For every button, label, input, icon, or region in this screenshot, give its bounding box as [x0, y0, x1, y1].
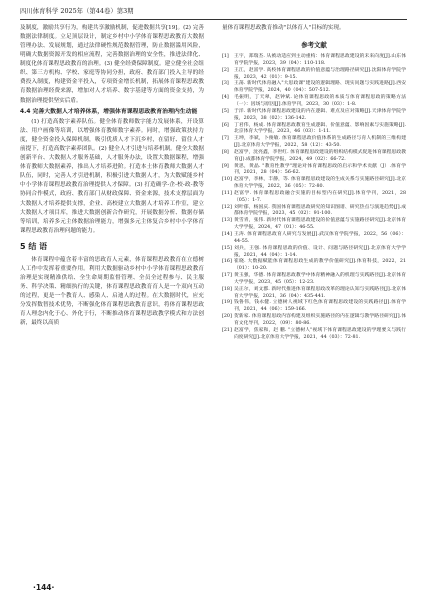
page-number: ·144·: [33, 583, 55, 592]
reference-number: [17]: [222, 273, 232, 279]
reference-number: [6]: [222, 122, 229, 128]
reference-text: 赵富学，李林，丰静，等. 体育课程思政建设的生成关系与实施路径研究[J].北京体育大学学报，2022，36（05）：72-80.: [234, 177, 406, 190]
reference-text: 黄雪青，张伟. 新时代体育课程思政建设的价值意蕴与实施路径研究[J].北京体育大学学报，2024，47（01）：46-55.: [234, 218, 406, 231]
reference-text: 于洋. 新时代体育课程思政建设的内在逻辑、难点及应对策略[J].天津体育学院学报，2023，38（02）：136-142.: [234, 108, 406, 121]
reference-item: [222, 68, 406, 82]
reference-item: [222, 109, 406, 123]
references-heading: 参考文献: [301, 41, 327, 50]
subsection-heading-4-4: 4.4 完善大数据人才培养体系，增强体育课程思政教育治理内生动能: [20, 108, 198, 115]
reference-number: [4]: [222, 95, 229, 101]
reference-text: 毛振明，丁天翠，赵钟斌. 论体育课程思政的本质与体育课程思政的策略方法（一）：因场与原因[J].体育学刊，2023，30（03）：1-8.: [234, 95, 406, 107]
section-heading-conclusion: 5 结 语: [20, 241, 48, 251]
left-column: [20, 24, 204, 328]
journal-header: 四川体育科学 2025年（第44卷）第3期: [20, 7, 134, 15]
reference-text: 黄玉强，华德. 体育课程思政教学中体育精神融入的机理与实践路径[J].北京体育大学学报，2023，45（05）：12-23.: [234, 273, 406, 285]
reference-number: [19]: [222, 300, 232, 306]
reference-number: [20]: [222, 314, 232, 320]
reference-number: [11]: [222, 190, 232, 196]
reference-list: [222, 54, 406, 341]
reference-item: [222, 164, 406, 178]
reference-number: [9]: [222, 163, 229, 169]
reference-text: 王涛. 体育课程思政育人研究与发展[J].武汉体育学院学报，2022，56（06）：44-55.: [234, 232, 406, 244]
reference-number: [5]: [222, 108, 229, 114]
reference-text: 吴正尔，刘文郡. 新时代推进体育课程思政改革的理论认知与实践路径[J].北京体育大学学报，2021，36（04）：435-441.: [234, 286, 406, 299]
reference-item: [222, 259, 406, 273]
reference-text: 黄思，黄晶. "教育性教学"理论对体育课程思政的启示和学术贡献（J）.体育学刊，2021，28（04）：56-62.: [234, 163, 406, 176]
reference-text: 赵富学. 体育课程思政融合实施的目标型内在研究[J].体育学刊，2021，28（05）：1-7.: [234, 190, 406, 203]
reference-item: [222, 328, 406, 342]
body-paragraph: (1) 打造高数字素养队伍。健全体育教师数字能力发展体系，开设算法、用户画像等培训，以增强体育教师数字素养。同时，增强政策扶持力度，健全资金投入保障机制，吸引优质人才下沉乡村，在留好、留住人才前提下，打造高数字素养团队。(2) 健全人才引进与培养机制。健全大数据创新平台、大数据人才服务基础，人才服务办法，设置大数据课程，增强体育教师大数据素养，推出人才培养进阶。打造本土体育教师大数据人才队伍，同时，完善人才引进机制，积极引进大数据人才，为大数赋能乡村中小学体育课程思政教育治理提供人才保障。(3) 打造确学-企-校-政-教等协同合作模式，政府、教育部门从财政保障、资金来源，技术支撑层面为大数据人才培养提供支撑，企业、高校建立大数据人才培养工作室，建立大数据人才项目库，推进大数据创新合作研究，开展数据分析、数据存储等培训，培养多元主体数据治理能力，增强多元主体复合乡村中小学体育课程思政教育治理问题的能力。: [20, 118, 204, 234]
reference-item: [222, 232, 406, 246]
reference-text: 丁君伟，杨成. 体育课程思政教育生成逻辑、价值意蕴、影响因素与实施策略[J].北京体育大学学报，2023，46（03）：1-11.: [234, 122, 406, 135]
reference-text: 王坤，李斌，卜俊敏. 体育课程思政价值体系的生成路径与育人机制的三维构建[J].北京体育大学学报，2022，58（12）：43-50.: [234, 136, 406, 149]
reference-item: [222, 218, 406, 232]
reference-item: [222, 287, 406, 301]
reference-number: [7]: [222, 136, 229, 142]
reference-text: 钱鲁伟，钱永健. 立德树人视域下红色体育课程思政建设的实践路径[J].体育学刊，2021，44（06）：159-166.: [234, 300, 406, 313]
reference-item: [222, 54, 406, 68]
reference-number: [2]: [222, 67, 229, 73]
body-paragraph: 体育课程中蕴含着丰富的思政育人元素，体育课程思政教育在立德树人工作中发挥着重要作用。利用大数据驱动乡村中小学体育课程思政教育治理是实现精准供给、全生命周期监督管理、全员全过程参与、民主服务、科学决策、精细执行的关键，体育课程思政教育育人是一个双向互动的过程，更是一个教育人、感染人、启迪人的过程。在大数据时代，应充分发挥数智技术优势，不断强化体育课程思政教育意识，将体育课程思政育人理念内化于心、外化于行，不断推动体育课程思政教学模式和方法创新，最终以高质: [20, 256, 204, 327]
reference-item: [222, 136, 406, 150]
reference-item: [222, 314, 406, 328]
right-column: [222, 24, 406, 342]
reference-number: [10]: [222, 177, 232, 183]
body-paragraph: 及制度，激励共享行为，构建共享激励机制，促进数据共享[19]。(2) 完善数据法律制度。立足顶层设计，制定乡村中小学体育课程思政教育大数据管理办法、发展规划，通过法律硬性规范数据管理，防止数据滥用风险，明确大数据资源开发的相应流程，完善数据治理的安全性，推进法律化、制度化体育课程思政教育的治理。(3) 健全经费保障制度。建立健全社会组织、第三方机构、学校、家庭等协同分担，政府、教育部门投入主导的经费投入制度，构建资金平投入，专项资金增长机制，拓展体育课程思政教育数据治理经费来源，增加对人才培养、数字基建等方面的资金支持，为数据治理提供坚实后盾。: [20, 25, 204, 104]
running-header: [20, 5, 407, 20]
reference-text: 刘兵，王强. 体育课程思政的价值、设计、问题与路径研究[J].北京体育大学学报，2021，44（04）：1-14.: [234, 245, 406, 258]
reference-number: [14]: [222, 232, 232, 237]
reference-number: [15]: [222, 245, 232, 251]
reference-text: 王宇，郑瑞杰. 从被动适应到主动重构：体育课程思政建设的未来向度[J].山东体育学院学报，2023，39（04）：110-118.: [234, 54, 406, 66]
reference-number: [13]: [222, 218, 232, 224]
reference-number: [16]: [222, 259, 232, 265]
reference-number: [8]: [222, 149, 229, 155]
reference-item: [222, 300, 406, 314]
reference-item: [222, 123, 406, 137]
reference-item: [222, 177, 406, 191]
reference-text: 王江，赵富学. 高校体育课程思政的价值意蕴与治理路径研究[J].沈阳体育学院学报，2023，42（01）：9-15.: [234, 67, 406, 80]
reference-number: [12]: [222, 204, 232, 210]
reference-number: [21]: [222, 327, 232, 333]
reference-text: 赵富学，焦家和，赵 鹏. "立德树人"视域下体育课程思政建设的学理要义与践行向度研究[J].北京体育大学学报，2021，44（03）：72-81.: [234, 327, 406, 340]
reference-text: 贺新家. 体育课程思政内容构建及组织实施路径的内在逻辑与教学路径研究[J].体育文化导刊，2022，（09）：80-86.: [234, 314, 406, 326]
body-paragraph: 量体育课程思政教育推动"以体育人"目标的实现。: [222, 25, 345, 31]
reference-text: 王荡. 新时代体育融入"大思政课"建设的逻辑理路、现实问题与实践进路[J].西安体育学院学报，2024，40（04）：507-512.: [234, 81, 406, 94]
reference-number: [18]: [222, 286, 232, 292]
reference-item: [222, 246, 406, 260]
reference-item: [222, 95, 406, 109]
reference-text: 赵富学，沈亮鑫，李世红. 体育课程思政建设的组织结构模式促进体育课程思政教育(J).成都体育学院学报，2024，49（02）：66-72.: [234, 149, 406, 162]
reference-item: [222, 150, 406, 164]
reference-item: [222, 205, 406, 219]
reference-number: [3]: [222, 81, 229, 87]
reference-number: [1]: [222, 54, 229, 60]
reference-item: [222, 191, 406, 205]
reference-text: 刘叶郁，杨国庆. 我国体育课程思政研究的知识图谱、研究热点与演进趋势[J].成都体育学院学报，2023，45（02）：91-100.: [234, 204, 406, 217]
reference-text: 崔晓. 大数据赋能体育课程思政生成的教学价值研究[J].体育科技，2022，21（01）：10-20.: [234, 259, 406, 272]
reference-item: [222, 81, 406, 95]
reference-item: [222, 273, 406, 287]
